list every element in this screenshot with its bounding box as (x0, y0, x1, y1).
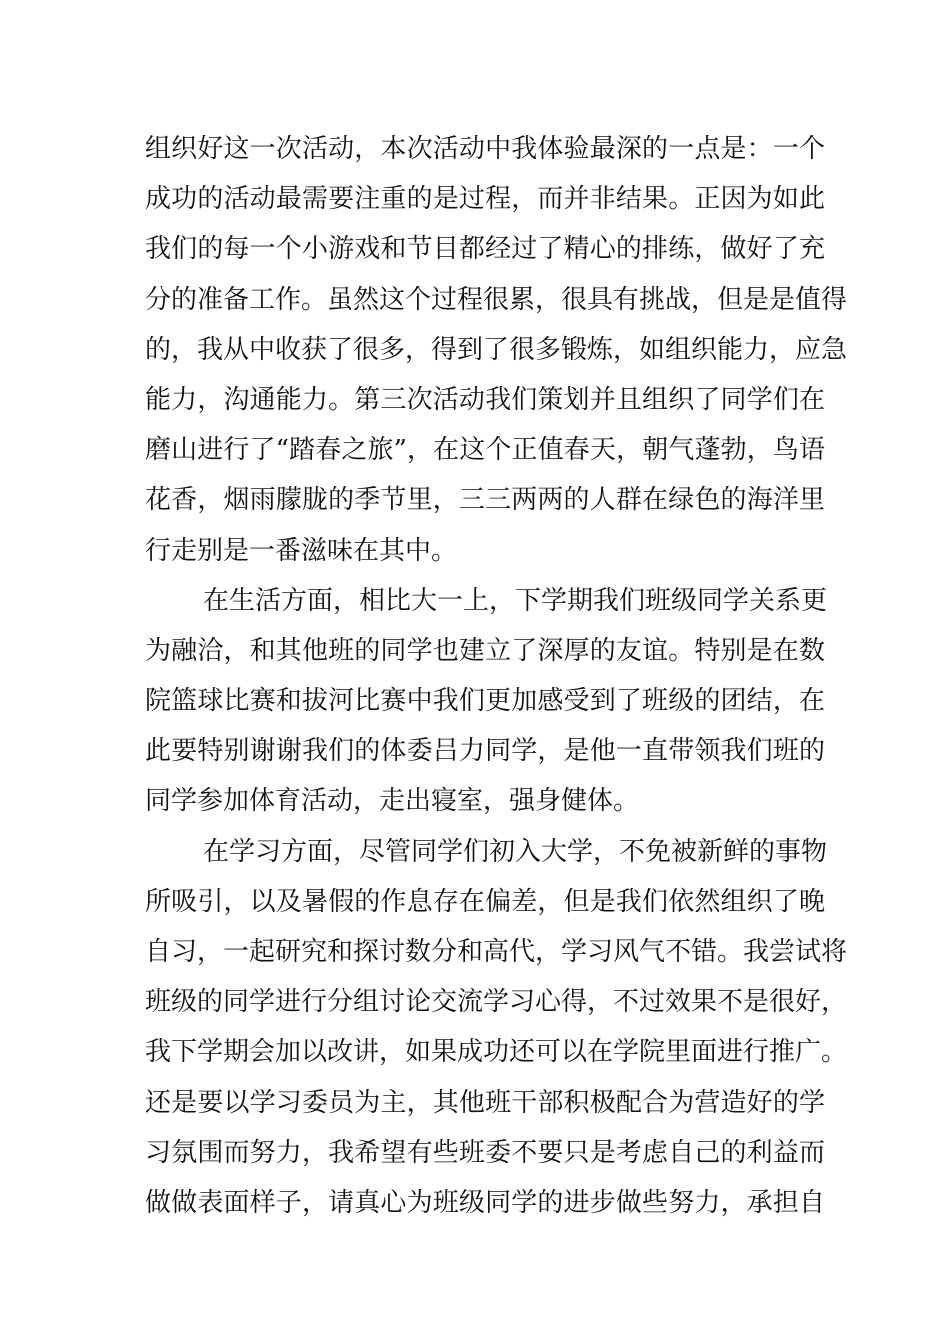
text-line: 的，我从中收获了很多，得到了很多锻炼，如组织能力，应急 (145, 334, 848, 365)
text-line: 成功的活动最需要注重的是过程，而并非结果。正因为如此 (145, 184, 825, 215)
text-line: 还是要以学习委员为主，其他班干部积极配合为营造好的学 (145, 1087, 825, 1118)
text-line: 院篮球比赛和拔河比赛中我们更加感受到了班级的团结，在 (145, 686, 825, 717)
text-line: 花香，烟雨朦胧的季节里，三三两两的人群在绿色的海洋里 (145, 485, 825, 516)
paragraph-start-line: 在学习方面，尽管同学们初入大学，不免被新鲜的事物 (203, 836, 828, 867)
document-body (145, 124, 848, 1228)
text-line: 做做表面样子，请真心为班级同学的进步做些努力，承担自 (145, 1187, 825, 1218)
text-line: 同学参加体育活动，走出寝室，强身健体。 (145, 786, 640, 817)
text-line: 为融洽，和其他班的同学也建立了深厚的友谊。特别是在数 (145, 635, 825, 666)
text-line: 我下学期会加以改讲，如果成功还可以在学院里面进行推广。 (145, 1037, 848, 1068)
text-line: 班级的同学进行分组讨论交流学习心得，不过效果不是很好， (145, 987, 848, 1018)
text-line: 能力，沟通能力。第三次活动我们策划并且组织了同学们在 (145, 384, 825, 415)
text-line: 分的准备工作。虽然这个过程很累，很具有挑战，但是是值得 (145, 284, 848, 315)
text-line: 此要特别谢谢我们的体委吕力同学，是他一直带领我们班的 (145, 736, 825, 767)
text-line: 组织好这一次活动，本次活动中我体验最深的一点是：一个 (145, 134, 825, 164)
text-line: 我们的每一个小游戏和节目都经过了精心的排练，做好了充 (145, 234, 825, 265)
text-line: 磨山进行了“踏春之旅”，在这个正值春天，朝气蓬勃，鸟语 (145, 435, 825, 466)
text-line: 习氛围而努力，我希望有些班委不要只是考虑自己的利益而 (145, 1137, 825, 1168)
text-line: 行走别是一番滋味在其中。 (145, 535, 458, 566)
text-line: 所吸引，以及暑假的作息存在偏差，但是我们依然组织了晚 (145, 886, 825, 917)
text-line: 自习，一起研究和探讨数分和高代，学习风气不错。我尝试将 (145, 937, 848, 967)
paragraph-start-line: 在生活方面，相比大一上，下学期我们班级同学关系更 (203, 585, 828, 616)
